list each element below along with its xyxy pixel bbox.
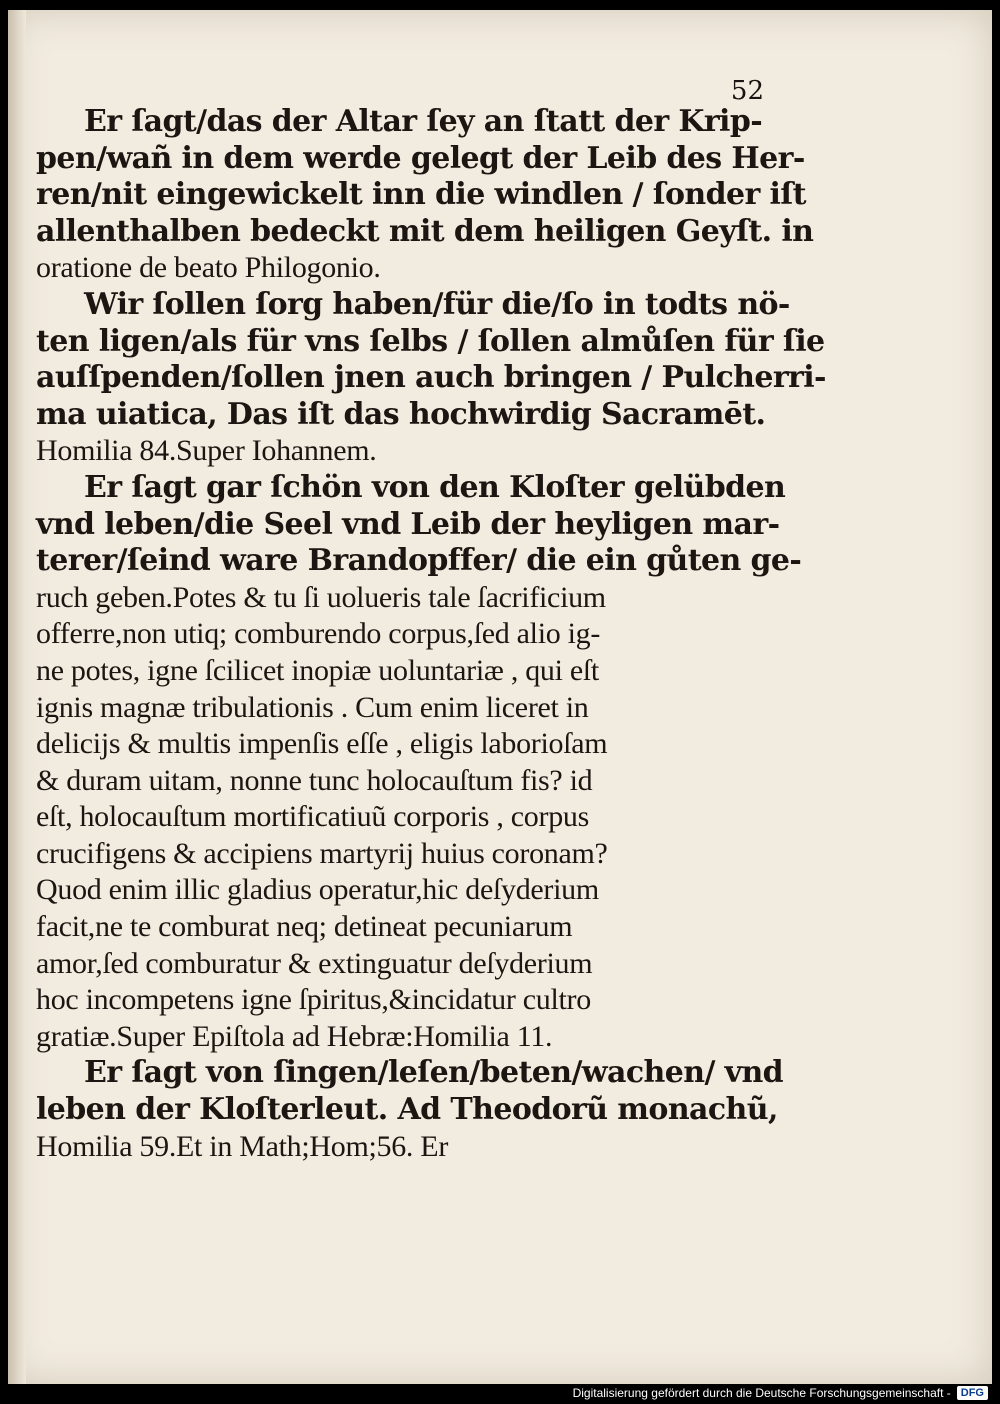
text-line: ne potes, igne ſcilicet inopiæ uoluntariæ , qui eſt	[36, 653, 599, 687]
text-line: ren/nit eingewickelt inn die windlen / ſonder iſt	[36, 177, 806, 213]
text-line: eſt, holocauſtum mortificatiuũ corporis , corpus	[36, 800, 589, 834]
text-line: ma uiatica, Das iſt das hochwirdig Sacramēt.	[36, 396, 766, 432]
scanned-page	[8, 10, 992, 1384]
text-line: ruch geben.Potes & tu ſi uolueris tale ſacrificium	[36, 580, 606, 614]
credit-text: Digitalisierung gefördert durch die Deutsche Forschungsgemeinschaft -	[572, 1386, 951, 1400]
text-line: hoc incompetens igne ſpiritus,&incidatur cultro	[36, 983, 591, 1017]
text-line: Quod enim illic gladius operatur,hic deſyderium	[36, 873, 599, 907]
text-line: facit,ne te comburat neq; detineat pecuniarum	[36, 910, 573, 944]
text-line: Homilia 84.Super Iohannem.	[36, 434, 377, 468]
text-line: offerre,non utiq; comburendo corpus,ſed alio ig-	[36, 617, 601, 651]
text-line: terer/ſeind ware Brandopffer/ die ein gůten ge-	[36, 543, 802, 579]
text-line: Er ſagt/das der Altar ſey an ſtatt der Krip-	[84, 104, 763, 139]
text-line: gratiæ.Super Epiſtola ad Hebræ:Homilia 11.	[36, 1019, 553, 1053]
text-line: Er ſagt gar ſchön von den Kloſter gelübden	[84, 469, 786, 505]
text-line: oratione de beato Philogonio.	[36, 251, 381, 285]
text-line: ignis magnæ tribulationis . Cum enim liceret in	[36, 690, 589, 724]
text-line: allenthalben bedeckt mit dem heiligen Geyſt. in	[36, 213, 814, 249]
text-line: Wir ſollen ſorg haben/für die/ſo in todts nö-	[84, 286, 790, 322]
text-line: leben der Kloſterleut. Ad Theodorũ monachũ,	[36, 1092, 778, 1128]
text-line: pen/wañ in dem werde gelegt der Leib des Her-	[36, 140, 805, 176]
text-line: & duram uitam, nonne tunc holocauſtum fis? id	[36, 763, 593, 797]
text-line: delicijs & multis impenſis eſſe , eligis laborioſam	[36, 727, 608, 761]
page-spine-shadow	[8, 10, 26, 1384]
text-line: amor,ſed comburatur & extinguatur deſyderium	[36, 946, 593, 980]
text-line: Homilia 59.Et in Math;Hom;56. Er	[36, 1129, 449, 1163]
text-line: vnd leben/die Seel vnd Leib der heyligen mar-	[36, 506, 780, 542]
text-line: Er ſagt von ſingen/leſen/beten/wachen/ vnd	[84, 1055, 784, 1091]
text-line: ten ligen/als für vns ſelbs / ſollen almůſen für ſie	[36, 323, 825, 359]
page-text-block	[36, 104, 826, 1165]
text-line: crucifigens & accipiens martyrij huius coronam?	[36, 836, 608, 870]
folio-number: 52	[730, 76, 764, 106]
dfg-logo: DFG	[957, 1386, 988, 1400]
digitization-credit	[573, 1386, 988, 1400]
text-line: auſſpenden/ſollen jnen auch bringen / Pulcherri-	[36, 360, 826, 396]
